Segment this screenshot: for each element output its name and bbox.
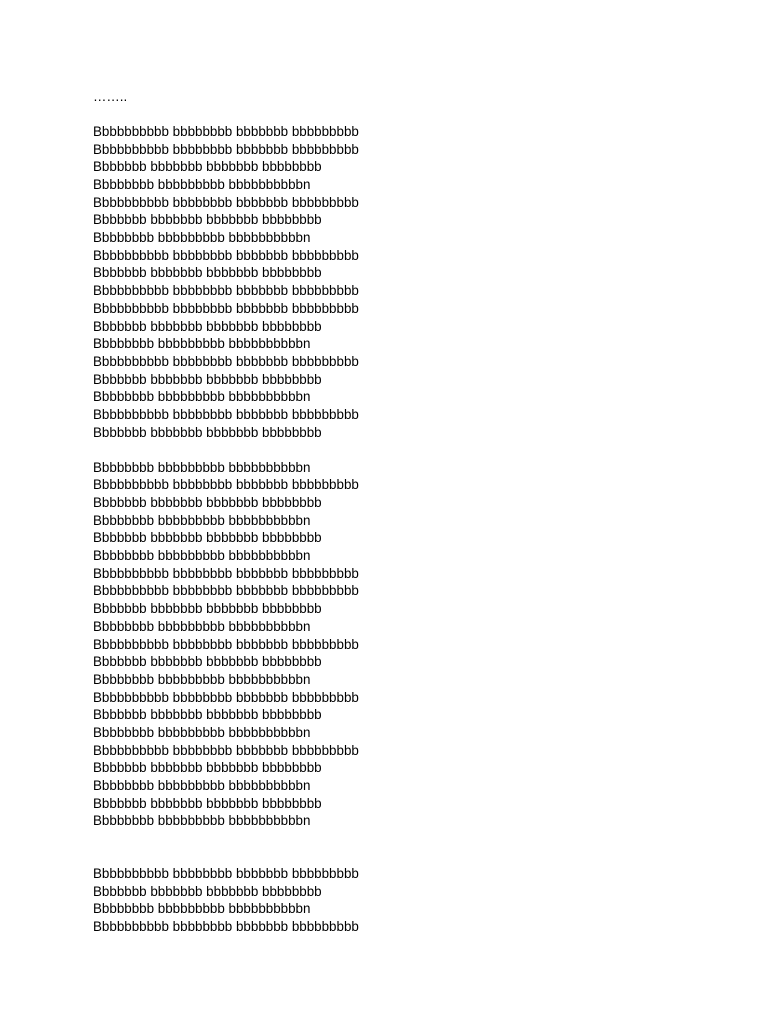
text-line: Bbbbbbbb bbbbbbbbb bbbbbbbbbbn	[93, 512, 311, 528]
text-line: Bbbbbbbb bbbbbbbbb bbbbbbbbbbn	[93, 901, 311, 917]
text-line: Bbbbbbbb bbbbbbbbb bbbbbbbbbbn	[93, 778, 311, 794]
text-line: Bbbbbbb bbbbbbb bbbbbbb bbbbbbbb	[93, 530, 322, 546]
text-line: Bbbbbbb bbbbbbb bbbbbbb bbbbbbbb	[93, 212, 322, 228]
text-line: Bbbbbbb bbbbbbb bbbbbbb bbbbbbbb	[93, 371, 322, 387]
text-line: Bbbbbbbbbb bbbbbbbb bbbbbbb bbbbbbbbb	[93, 583, 359, 599]
text-line: Bbbbbbbbbb bbbbbbbb bbbbbbb bbbbbbbbb	[93, 300, 359, 316]
text-line: Bbbbbbb bbbbbbb bbbbbbb bbbbbbbb	[93, 760, 322, 776]
paragraph-gap	[93, 441, 693, 458]
text-line: Bbbbbbb bbbbbbb bbbbbbb bbbbbbbb	[93, 159, 322, 175]
text-line: Bbbbbbbb bbbbbbbbb bbbbbbbbbbn	[93, 336, 311, 352]
text-line: Bbbbbbbb bbbbbbbbb bbbbbbbbbbn	[93, 671, 311, 687]
text-line: Bbbbbbbb bbbbbbbbb bbbbbbbbbbn	[93, 548, 311, 564]
text-line: Bbbbbbbbbb bbbbbbbb bbbbbbb bbbbbbbbb	[93, 247, 359, 263]
text-line: Bbbbbbbbbb bbbbbbbb bbbbbbb bbbbbbbbb	[93, 689, 359, 705]
text-line: Bbbbbbbbbb bbbbbbbb bbbbbbb bbbbbbbbb	[93, 919, 359, 935]
ellipsis-line: ……..	[93, 89, 128, 104]
paragraph-gap	[93, 106, 693, 123]
text-line: Bbbbbbbb bbbbbbbbb bbbbbbbbbbn	[93, 618, 311, 634]
text-line: Bbbbbbb bbbbbbb bbbbbbb bbbbbbbb	[93, 795, 322, 811]
text-line: Bbbbbbbbbb bbbbbbbb bbbbbbb bbbbbbbbb	[93, 636, 359, 652]
text-line: Bbbbbbbbbb bbbbbbbb bbbbbbb bbbbbbbbb	[93, 194, 359, 210]
text-line: Bbbbbbb bbbbbbb bbbbbbb bbbbbbbb	[93, 883, 322, 899]
text-line: Bbbbbbbb bbbbbbbbb bbbbbbbbbbn	[93, 177, 311, 193]
text-line: Bbbbbbbbbb bbbbbbbb bbbbbbb bbbbbbbbb	[93, 283, 359, 299]
text-line: Bbbbbbb bbbbbbb bbbbbbb bbbbbbbb	[93, 707, 322, 723]
text-line: Bbbbbbbb bbbbbbbbb bbbbbbbbbbn	[93, 230, 311, 246]
text-line: Bbbbbbb bbbbbbb bbbbbbb bbbbbbbb	[93, 318, 322, 334]
paragraph-3	[93, 865, 693, 936]
text-line: Bbbbbbbb bbbbbbbbb bbbbbbbbbbn	[93, 724, 311, 740]
text-line: Bbbbbbbbbb bbbbbbbb bbbbbbb bbbbbbbbb	[93, 565, 359, 581]
paragraph-2	[93, 459, 693, 830]
text-line: Bbbbbbbb bbbbbbbbb bbbbbbbbbbn	[93, 389, 311, 405]
text-line: Bbbbbbbbbb bbbbbbbb bbbbbbb bbbbbbbbb	[93, 123, 359, 139]
text-line: Bbbbbbbbbb bbbbbbbb bbbbbbb bbbbbbbbb	[93, 477, 359, 493]
text-line: Bbbbbbbbbb bbbbbbbb bbbbbbb bbbbbbbbb	[93, 141, 359, 157]
text-line: Bbbbbbbb bbbbbbbbb bbbbbbbbbbn	[93, 813, 311, 829]
text-line: Bbbbbbb bbbbbbb bbbbbbb bbbbbbbb	[93, 495, 322, 511]
text-line: Bbbbbbbbbb bbbbbbbb bbbbbbb bbbbbbbbb	[93, 353, 359, 369]
text-line: Bbbbbbb bbbbbbb bbbbbbb bbbbbbbb	[93, 654, 322, 670]
text-line: Bbbbbbb bbbbbbb bbbbbbb bbbbbbbb	[93, 265, 322, 281]
text-line: Bbbbbbb bbbbbbb bbbbbbb bbbbbbbb	[93, 424, 322, 440]
document-body	[93, 88, 693, 936]
paragraph-1	[93, 123, 693, 441]
text-line: Bbbbbbbbbb bbbbbbbb bbbbbbb bbbbbbbbb	[93, 866, 359, 882]
text-line: Bbbbbbbb bbbbbbbbb bbbbbbbbbbn	[93, 459, 311, 475]
text-line: Bbbbbbbbbb bbbbbbbb bbbbbbb bbbbbbbbb	[93, 406, 359, 422]
text-line: Bbbbbbbbbb bbbbbbbb bbbbbbb bbbbbbbbb	[93, 742, 359, 758]
text-line: Bbbbbbb bbbbbbb bbbbbbb bbbbbbbb	[93, 601, 322, 617]
paragraph-gap	[93, 830, 693, 865]
